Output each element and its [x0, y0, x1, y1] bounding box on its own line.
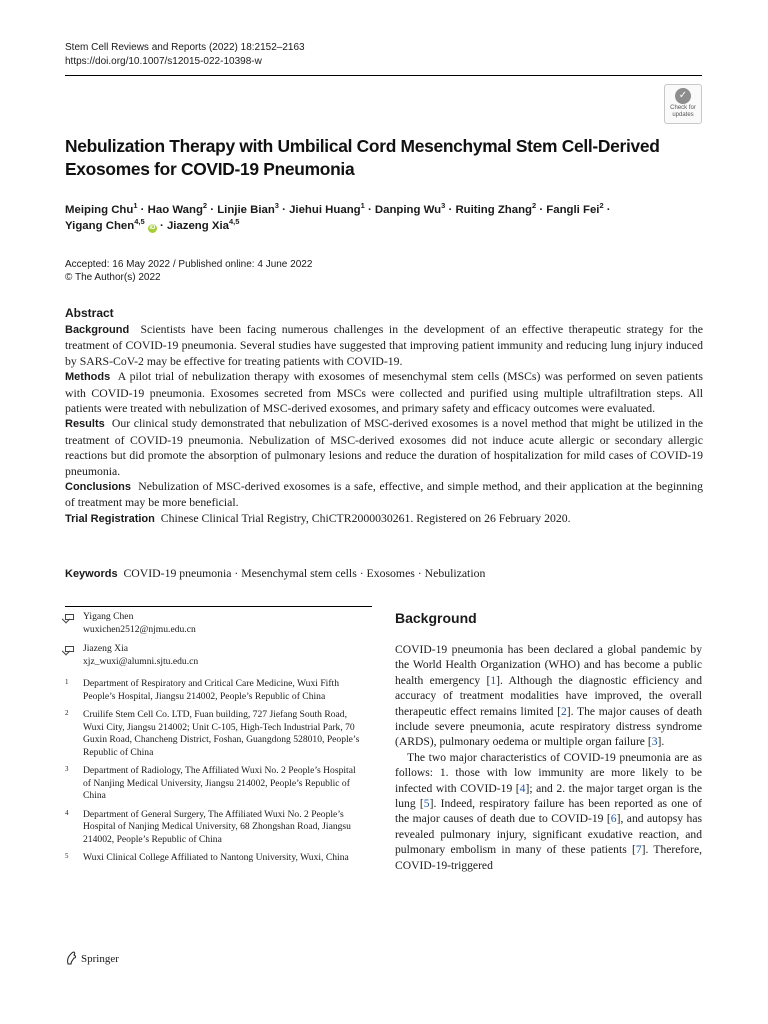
footnote-rule [65, 606, 372, 607]
abstract-section [65, 416, 703, 479]
author[interactable]: Fangli Fei$^2$ [546, 201, 604, 216]
section-label: Methods [65, 371, 111, 384]
bookmark-icon: ✓ [675, 88, 691, 104]
section-text: A pilot trial of nebulization therapy with exosomes of mesenchymal stem cells (MSCs) was performed on seven patients with COVID-19 pneumonia. Exosomes secreted from MSCs were collected and purified using multiple ultrafiltration steps. All patients were treated with nebulization of MSC-derived exosomes, and primary safety and efficacy outcomes were evaluated. [65, 370, 703, 416]
reference-link[interactable]: 4 [519, 781, 526, 795]
section-text: Chinese Clinical Trial Registry, ChiCTR2000030261. Registered on 26 February 2020. [160, 511, 571, 525]
background-text [395, 642, 702, 873]
affiliation: 5 Wuxi Clinical College Affiliated to Nantong University, Wuxi, China [65, 852, 349, 863]
section-label: Conclusions [65, 481, 132, 494]
accepted-published-dates: Accepted: 16 May 2022 / Published online: 4 June 2022 [65, 259, 313, 270]
abstract-heading: Abstract [65, 306, 114, 320]
check-for-updates-badge[interactable] [664, 84, 702, 124]
keywords [65, 566, 485, 582]
copyright: © The Author(s) 2022 [65, 272, 161, 283]
section-text: Scientists have been facing numerous challenges in the development of an effective therapeutic strategy for the treatment of COVID-19 pneumonia. Several studies have suggested that improving patient immunity and reducing lung injury induced by SARS-CoV-2 may be effective for treating patients with COVID-19. [65, 323, 703, 368]
section-label: Results [65, 418, 105, 431]
publication-dates [65, 258, 312, 284]
affiliation: 1 Department of Respiratory and Critical Care Medicine, Wuxi Fifth People’s Hospital, Jiangsu 214002, People’s Republic of China [65, 678, 340, 702]
reference-link[interactable]: 7 [635, 843, 642, 857]
corresponding-author: Yigang Chen [83, 611, 134, 622]
author[interactable]: Jiehui Huang$^1$ [289, 201, 365, 216]
section-text: Our clinical study demonstrated that nebulization of MSC-derived exosomes is a novel method that might be utilized in the treatment of COVID-19 pneumonia. Nebulization of MSC-derived exosomes did not induce acute allergic or secondary allergic reactions but did promote the absorption of pulmonary lesions and reduce the duration of hospitalization for mild cases of COVID-19 pneumonia. [65, 417, 704, 478]
article-title: Nebulization Therapy with Umbilical Cord Mesenchymal Stem Cell-Derived Exosomes for COVID-19 Pneumonia [65, 136, 660, 179]
abstract-section [65, 511, 703, 527]
reference-link[interactable]: 6 [610, 812, 617, 826]
footnotes [65, 611, 365, 871]
correspondence [65, 643, 365, 668]
envelope-icon [65, 646, 74, 652]
abstract-body [65, 322, 703, 527]
reference-link[interactable]: 3 [651, 735, 658, 749]
section-text: Nebulization of MSC-derived exosomes is a safe, effective, and simple method, and their application at the beginning of treatment may be more beneficial. [65, 480, 704, 510]
keywords-label: Keywords [65, 568, 118, 580]
journal-citation [65, 41, 305, 69]
springer-horse-icon [65, 951, 77, 965]
author[interactable]: Hao Wang$^2$ [147, 201, 208, 216]
abstract-section [65, 479, 703, 511]
affiliation: 3 Department of Radiology, The Affiliated Wuxi No. 2 People’s Hospital of Nanjing Medical University, Jiangsu 214002, People’s Republic of China [65, 765, 356, 801]
paragraph: The two major characteristics of COVID-19 pneumonia are as follows: 1. those with low immunity are more likely to be infected with COVID-19 [4]; and 2. the major target organ is the lung [5]. Indeed, respiratory failure has been reported as one of the major causes of death due to COVID-19 [6], and autopsy has revealed pulmonary injury, significant exudative reaction, and pulmonary embolism in many of these patients [7]. Therefore, COVID-19-triggered [395, 750, 703, 872]
journal-info: Stem Cell Reviews and Reports (2022) 18:2152–2163 [65, 42, 305, 53]
author[interactable]: Linjie Bian$^3$ [217, 201, 279, 216]
badge-text-line1: Check for [670, 105, 696, 111]
reference-link[interactable]: 1 [490, 673, 497, 687]
author[interactable]: Jiazeng Xia$^{4,5}$ [166, 217, 240, 232]
publisher-name: Springer [81, 953, 119, 965]
paragraph: COVID-19 pneumonia has been declared a global pandemic by the World Health Organization (WHO) and has become a public health emergency [1]. Although the diagnostic efficiency and accuracy of treatment modalities have improved, the overall therapeutic effect remains limited [2]. The major causes of death include severe pneumonia, acute respiratory distress syndrome (ARDS), pulmonary oedema or multiple organ failure [3]. [395, 643, 703, 749]
author[interactable]: Ruiting Zhang$^2$ [455, 201, 537, 216]
author[interactable]: Meiping Chu$^1$ [65, 201, 138, 216]
section-label: Trial Registration [65, 512, 155, 525]
badge-text-line2: updates [672, 112, 694, 118]
abstract-section [65, 369, 703, 416]
author-email[interactable]: wuxichen2512@njmu.edu.cn [83, 623, 196, 635]
reference-link[interactable]: 5 [423, 797, 430, 811]
affiliation: 4 Department of General Surgery, The Affiliated Wuxi No. 2 People’s Hospital of Nanjing Medical University, 68 Zhongshan Road, Jiangsu 214002, People’s Republic of China [65, 808, 351, 845]
doi-link[interactable]: https://doi.org/10.1007/s12015-022-10398-w [65, 56, 262, 67]
keywords-text: COVID-19 pneumonia · Mesenchymal stem cells · Exosomes · Nebulization [123, 567, 486, 580]
abstract-section [65, 322, 703, 369]
author[interactable]: Yigang Chen$^{4,5}$ [65, 217, 145, 232]
section-label: Background [65, 324, 130, 336]
author-email[interactable]: xjz_wuxi@alumni.sjtu.edu.cn [83, 655, 199, 667]
header-rule [65, 75, 702, 76]
section-heading-background: Background [395, 610, 477, 626]
orcid-icon[interactable]: iD [149, 225, 156, 231]
author[interactable]: Danping Wu$^3$ [374, 201, 446, 216]
envelope-icon [65, 614, 74, 620]
correspondence [65, 611, 365, 636]
corresponding-author: Jiazeng Xia [83, 643, 129, 654]
author-list: Meiping Chu$^1$ · Hao Wang$^2$ · Linjie Bian$^3$ · Jiehui Huang$^1$ · Danping $Wu^3$ · Ruiting Zhang$^2$ · Fangli Fei$^2$ · Yigang Chen$^{4,5}$ iD · Jiazeng Xia$^{4,5}$ [65, 201, 611, 232]
affiliation: 2 Cruilife Stem Cell Co. LTD, Fuan building, 727 Jiefang South Road, Wuxi City, Jiangsu 214002; Unit C-105, High-Tech Industrial Park, 70 Guxin Road, Chancheng District, Foshan, Guangdong 528010, People’s Republic of China [65, 709, 360, 758]
reference-link[interactable]: 2 [560, 704, 567, 718]
publisher-footer [65, 951, 119, 966]
